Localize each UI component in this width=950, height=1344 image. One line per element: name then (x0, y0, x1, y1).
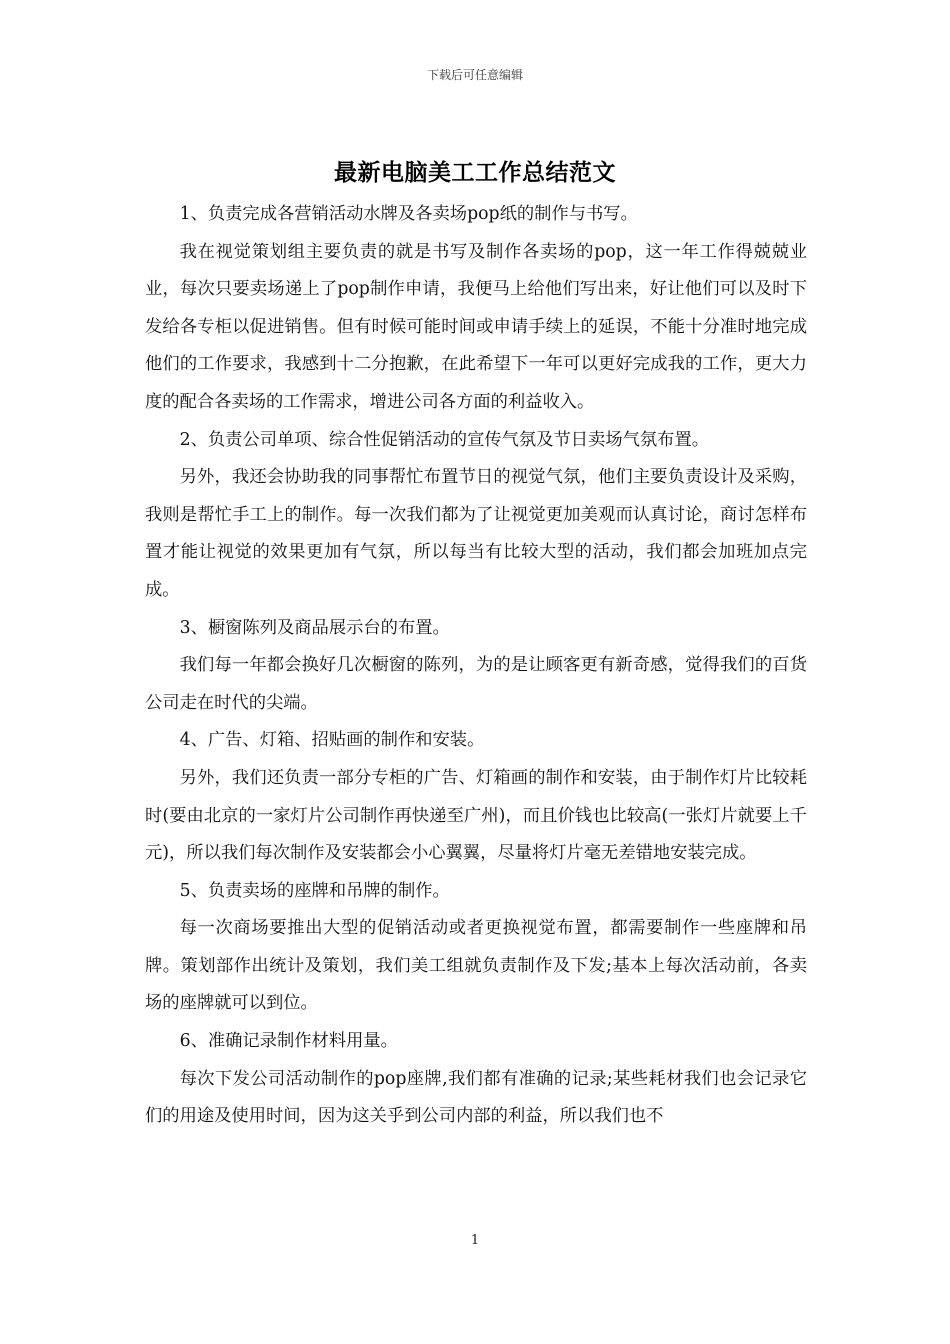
document-title: 最新电脑美工工作总结范文 (334, 160, 616, 186)
paragraph: 3、橱窗陈列及商品展示台的布置。 (179, 617, 450, 638)
paragraph: 另外，我还会协助我的同事帮忙布置节日的视觉气氛，他们主要负责设计及采购，我则是帮忙手工上的制作。每一次我们都为了让视觉更加美观而认真讨论，商讨怎样布置才能让视觉的效果更加有气氛，所以每当有比较大型的活动，我们都会加班加点完成。 (145, 467, 807, 600)
paragraph: 另外，我们还负责一部分专柜的广告、灯箱画的制作和安装，由于制作灯片比较耗时(要由北京的一家灯片公司制作再快递至广州)，而且价钱也比较高(一张灯片就要上千元)，所以我们每次制作及安装都会小心翼翼，尽量将灯片毫无差错地安装完成。 (145, 767, 807, 864)
page-number: 1 (470, 1233, 480, 1248)
paragraph: 我们每一年都会换好几次橱窗的陈列，为的是让顾客更有新奇感，觉得我们的百货公司走在时代的尖端。 (145, 655, 807, 713)
paragraph: 我在视觉策划组主要负责的就是书写及制作各卖场的pop，这一年工作得兢兢业业，每次只要卖场递上了pop制作申请，我便马上给他们写出来，好让他们可以及时下发给各专柜以促进销售。但有时候可能时间或申请手续上的延误，不能十分准时地完成他们的工作要求，我感到十二分抱歉，在此希望下一年可以更好完成我的工作，更大力度的配合各卖场的工作需求，增进公司各方面的利益收入。 (145, 241, 807, 412)
paragraph: 每一次商场要推出大型的促销活动或者更换视觉布置，都需要制作一些座牌和吊牌。策划部作出统计及策划，我们美工组就负责制作及下发;基本上每次活动前，各卖场的座牌就可以到位。 (145, 918, 807, 1014)
paragraph: 1、负责完成各营销活动水牌及各卖场pop纸的制作与书写。 (179, 204, 638, 224)
paragraph: 4、广告、灯箱、招贴画的制作和安装。 (179, 730, 485, 751)
document-body (145, 196, 807, 1136)
paragraph: 6、准确记录制作材料用量。 (179, 1031, 398, 1052)
paragraph: 每次下发公司活动制作的pop座牌,我们都有准确的记录;某些耗材我们也会记录它们的用途及使用时间，因为这关乎到公司内部的利益，所以我们也不 (145, 1068, 807, 1127)
page-header: 下载后可任意编辑 (426, 68, 523, 82)
paragraph: 5、负责卖场的座牌和吊牌的制作。 (179, 880, 450, 901)
paragraph: 2、负责公司单项、综合性促销活动的宣传气氛及节日卖场气氛布置。 (179, 429, 710, 450)
